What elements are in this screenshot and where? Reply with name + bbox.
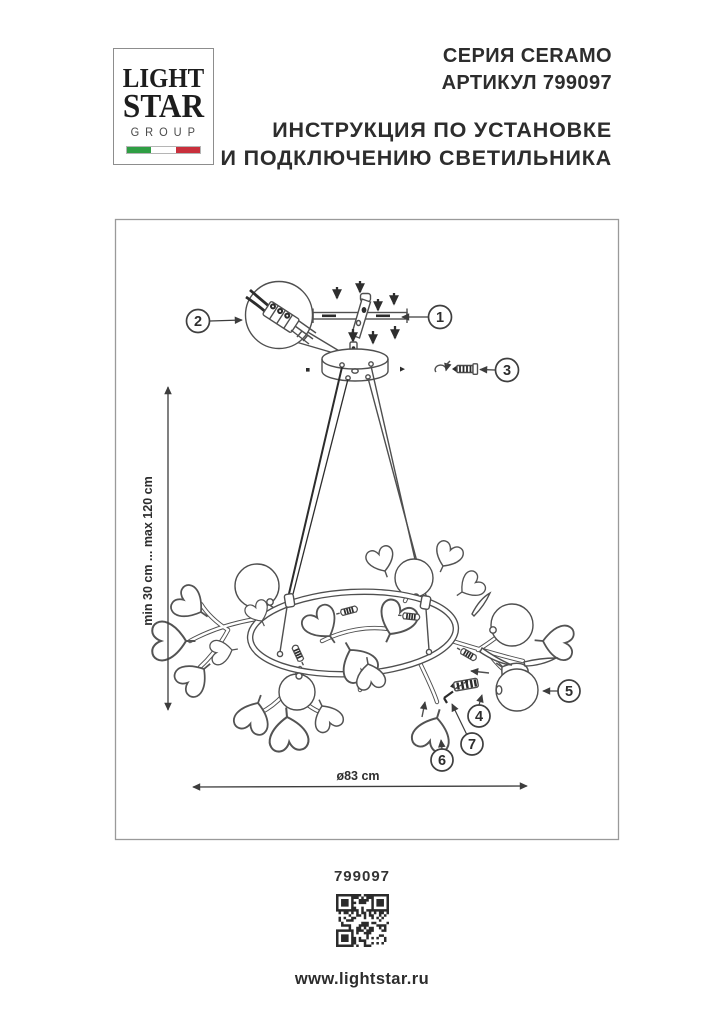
leaf bbox=[152, 622, 195, 661]
logo-text-star: STAR bbox=[122, 88, 205, 125]
qr-code bbox=[336, 894, 389, 947]
svg-text:min 30 cm ... max 120 cm: min 30 cm ... max 120 cm bbox=[141, 476, 155, 626]
svg-text:4: 4 bbox=[474, 709, 484, 725]
glass-globe-item-5 bbox=[496, 669, 538, 711]
leaf bbox=[533, 623, 574, 661]
svg-text:5: 5 bbox=[564, 684, 574, 700]
screw-item bbox=[435, 361, 477, 374]
diameter-dimension bbox=[193, 769, 527, 787]
website-link: www.lightstar.ru bbox=[294, 970, 430, 988]
align-mark-right bbox=[400, 367, 405, 372]
series-label: СЕРИЯ CERAMO bbox=[442, 45, 612, 67]
svg-text:3: 3 bbox=[502, 363, 512, 379]
article-label: АРТИКУЛ 799097 bbox=[441, 72, 612, 94]
callout-2 bbox=[187, 310, 243, 333]
chandelier bbox=[152, 539, 574, 753]
logo-text-group: GROUP bbox=[130, 125, 201, 139]
svg-text:7: 7 bbox=[467, 737, 477, 753]
twig bbox=[472, 593, 490, 616]
led-bud bbox=[335, 606, 358, 617]
footer-article-number: 799097 bbox=[333, 868, 391, 885]
ceiling-canopy bbox=[306, 342, 405, 381]
logo-text-light: LIGHT bbox=[122, 63, 205, 93]
led-bud bbox=[291, 644, 306, 666]
svg-text:ø83 cm: ø83 cm bbox=[336, 769, 380, 783]
callout-4 bbox=[468, 695, 490, 727]
leaf-item-6 bbox=[410, 702, 458, 755]
leaf bbox=[168, 582, 217, 630]
leaf bbox=[209, 637, 240, 666]
page-title-line2: И ПОДКЛЮЧЕНИЮ СВЕТИЛЬНИКА bbox=[220, 146, 612, 170]
mounting-bracket bbox=[313, 281, 407, 343]
twig bbox=[524, 658, 556, 666]
glass-globe bbox=[279, 673, 315, 710]
callout-3 bbox=[480, 359, 519, 382]
leaf bbox=[232, 689, 278, 737]
height-dimension bbox=[141, 387, 168, 710]
callout-1 bbox=[402, 306, 452, 329]
svg-text:2: 2 bbox=[193, 314, 203, 330]
callout-5 bbox=[543, 680, 580, 702]
svg-text:1: 1 bbox=[435, 310, 445, 326]
page-title-line1: ИНСТРУКЦИЯ ПО УСТАНОВКЕ bbox=[272, 118, 612, 142]
align-mark-left bbox=[306, 368, 310, 372]
glass-globe bbox=[490, 604, 533, 646]
svg-text:6: 6 bbox=[437, 753, 447, 769]
leaf bbox=[267, 706, 309, 752]
leaf bbox=[369, 597, 420, 651]
leaf bbox=[428, 539, 466, 578]
